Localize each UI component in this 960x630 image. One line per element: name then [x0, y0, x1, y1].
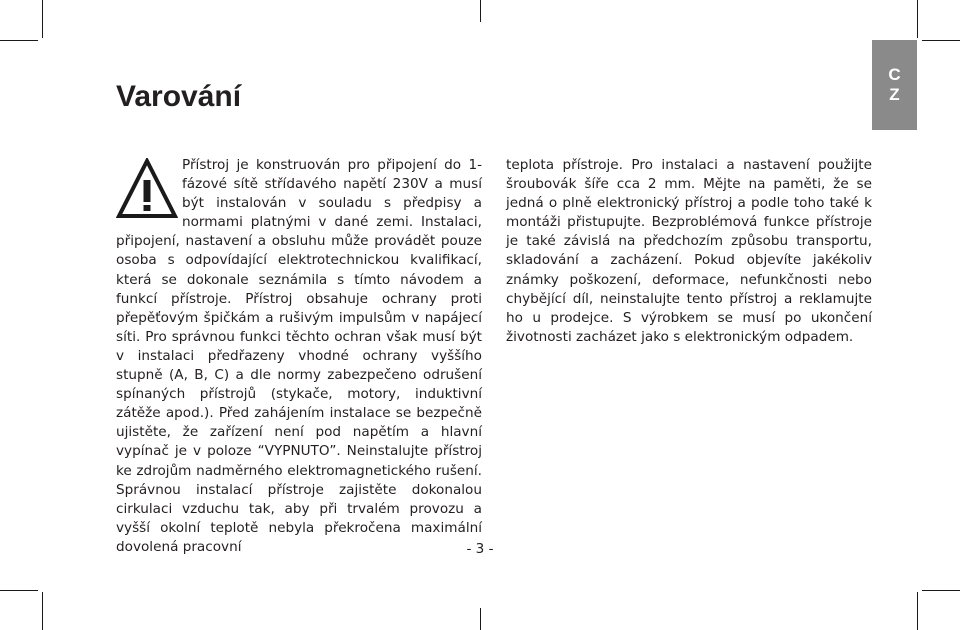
crop-mark — [42, 0, 43, 38]
crop-mark — [917, 592, 918, 630]
left-column-text: Přístroj je konstruován pro připojení do 1- fázové sítě střídavého napětí 230V a musí být instalován v souladu s předpisy a normami platnými v dané zemi. Instalaci, připojení, nastavení a obsluhu může provádět pouze osoba s odpovídající elektrotechnickou kvalifikací, která se dokonale seznámila s tímto návodem a funkcí přístroje. Přístroj obsahuje ochrany proti přepěťovým špičkám a rušivým impulsům v napájecí síti. Pro správnou funkci těchto ochran však musí být v instalaci předřazeny vhodné ochrany vyššího stupně (A, B, C) a dle normy zabezpečeno odrušení spínaných přístrojů (stykače, motory, induktivní zátěže apod.). Před zahájením instalace se bezpečně ujistěte, že zařízení není pod napětím a hlavní vypínač je v poloze “VYPNUTO”. Neinstalujte přístroj ke zdrojům nadměrného elektromagnetického rušení. Správnou instalací přístroje zajistěte dokonalou cirkulaci vzduchu tak, aby při trvalém provozu a vyšší okolní teplotě nebyla překročena maximální dovolená pracovní — [116, 157, 482, 555]
language-tab — [872, 40, 917, 130]
crop-mark — [0, 40, 38, 41]
page-number: - 3 - — [466, 541, 494, 557]
crop-mark — [922, 590, 960, 591]
crop-mark — [922, 40, 960, 41]
crop-mark — [917, 0, 918, 38]
language-tab-letter: C — [888, 65, 901, 84]
left-column — [116, 156, 482, 557]
crop-mark — [42, 592, 43, 630]
crop-mark — [480, 608, 481, 630]
warning-icon-space — [116, 156, 182, 230]
crop-mark — [480, 0, 481, 22]
right-column-text: teplota přístroje. Pro instalaci a nastavení použijte šroubovák šíře cca 2 mm. Mějte na paměti, že se jedná o plně elektronický přístroj a podle toho také k montáži přistupujte. Bezproblémová funkce přístroje je také závislá na předchozím způsobu transportu, skladování a zacházení. Pokud objevíte jakékoliv známky poškození, deformace, nefunkčnosti nebo chybějící díl, neinstalujte tento přístroj a reklamujte ho u prodejce. S výrobkem se musí po ukončení životnosti zacházet jako s elektronickým odpadem. — [506, 157, 872, 345]
page-title: Varování — [116, 80, 242, 113]
crop-mark — [0, 590, 38, 591]
language-tab-letter: Z — [889, 85, 900, 104]
